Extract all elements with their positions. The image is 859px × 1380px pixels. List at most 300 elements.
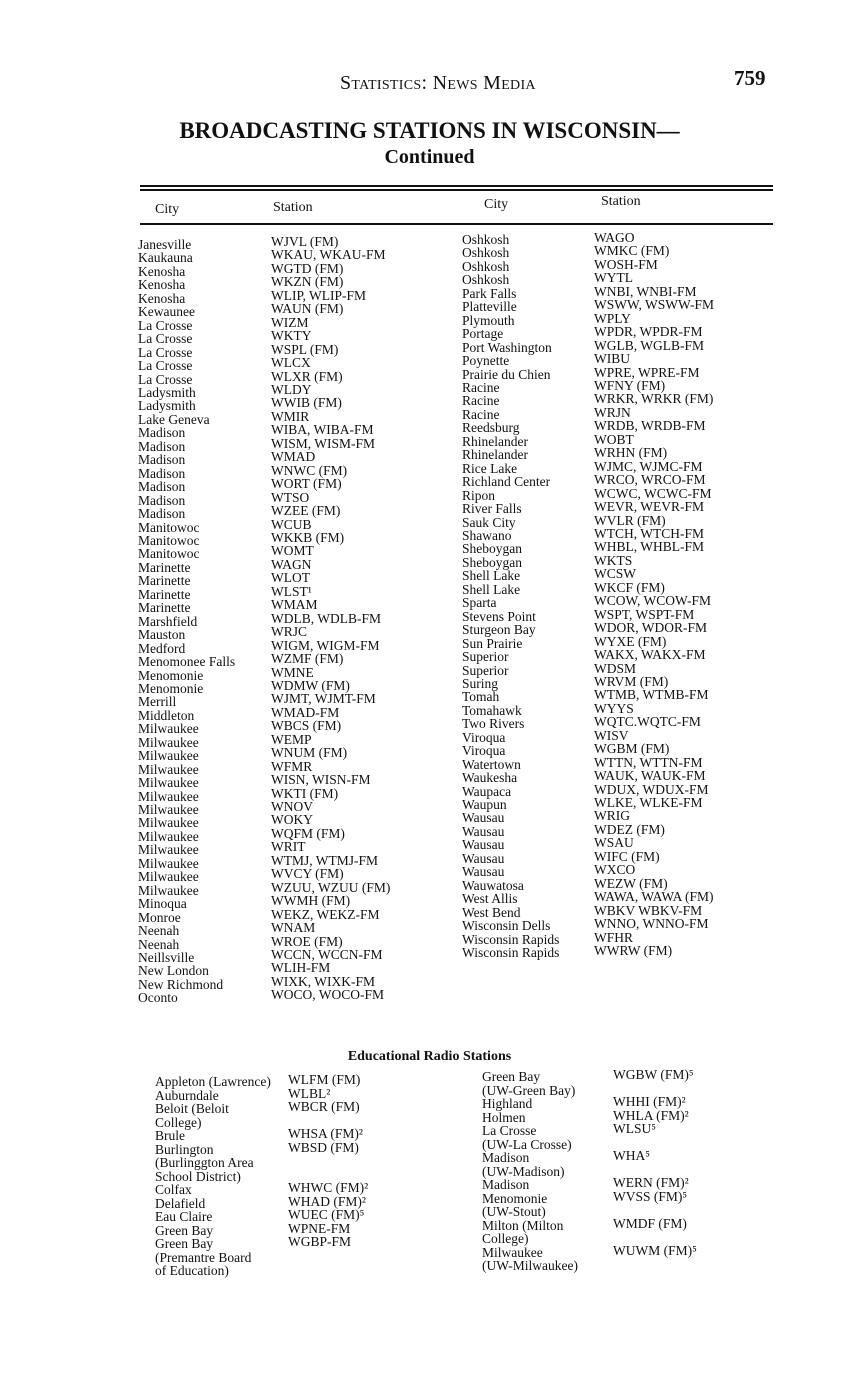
station-cell: WEMP (271, 731, 312, 747)
edu-station-cell (288, 1114, 368, 1128)
station-cell: WTMB, WTMB-FM (594, 687, 709, 703)
station-cell: WCWC, WCWC-FM (594, 485, 712, 501)
city-cell: Milwaukee (138, 882, 199, 898)
station-cell: WZMF (FM) (271, 651, 344, 667)
edu-station-cell: WMDF (FM) (613, 1215, 687, 1231)
edu-left-station-list (288, 1073, 368, 1276)
edu-city-cell: (UW-Stout) (482, 1204, 546, 1219)
station-cell: WISM, WISM-FM (271, 435, 376, 451)
city-cell: Ladysmith (138, 384, 196, 400)
station-cell: WCCN, WCCN-FM (271, 947, 383, 963)
city-cell: La Crosse (138, 344, 193, 360)
station-cell: WROE (FM) (271, 933, 343, 949)
left-station-list (271, 235, 390, 1002)
edu-station-cell (613, 1257, 697, 1271)
edu-city-cell: Holmen (482, 1109, 526, 1125)
city-cell: Milwaukee (138, 815, 199, 831)
edu-station-cell (613, 1203, 697, 1217)
station-cell: WDUX, WDUX-FM (594, 781, 709, 797)
station-cell: WXCO (594, 862, 636, 878)
edu-station-cell: WUEC (FM)⁵ (288, 1207, 365, 1222)
edu-station-cell: WERN (FM)² (613, 1175, 689, 1190)
station-cell: WAUN (FM) (271, 301, 344, 317)
city-cell: Janesville (138, 237, 192, 252)
station-cell: WHBL, WHBL-FM (594, 539, 704, 555)
edu-station-cell: WHLA (FM)² (613, 1107, 689, 1123)
station-cell: WPRE, WPRE-FM (594, 364, 700, 380)
city-cell: Kenosha (138, 290, 186, 306)
edu-station-cell: WGBP-FM (288, 1234, 352, 1249)
station-cell: WEVR, WEVR-FM (594, 499, 704, 515)
city-cell: Milwaukee (138, 828, 199, 844)
station-cell: WRJN (594, 404, 631, 420)
station-cell: WQTC.WQTC-FM (594, 714, 701, 730)
top-rule-1 (140, 185, 773, 187)
edu-city-cell: College) (155, 1114, 202, 1130)
city-cell: Shell Lake (462, 581, 521, 597)
station-cell: WDOR, WDOR-FM (594, 620, 708, 636)
station-cell: WOKY (271, 812, 313, 828)
city-cell: Madison (138, 438, 186, 454)
station-cell: WLXR (FM) (271, 368, 343, 384)
right-city-list (462, 233, 559, 959)
station-cell: WKTY (271, 328, 312, 344)
station-cell: WKTS (594, 552, 633, 568)
city-cell: Menomonee Falls (138, 654, 236, 670)
station-cell: WOSH-FM (594, 256, 658, 272)
station-cell: WVCY (FM) (271, 866, 344, 882)
city-cell: Wisconsin Rapids (462, 945, 560, 961)
running-head-section: News Media (432, 72, 536, 94)
right-station-list (594, 231, 714, 957)
city-cell: Milwaukee (138, 734, 199, 750)
station-cell: WJMT, WJMT-FM (271, 691, 376, 707)
city-cell: Wauwatosa (462, 877, 524, 893)
city-cell: Shell Lake (462, 568, 521, 584)
city-cell: Milwaukee (138, 721, 199, 737)
station-cell: WEKZ, WEKZ-FM (271, 906, 380, 922)
city-cell: Lake Geneva (138, 411, 210, 427)
header-rule (140, 223, 773, 225)
left-city-list (138, 238, 235, 1005)
city-cell: Rice Lake (462, 460, 518, 476)
station-cell: WKCF (FM) (594, 579, 665, 595)
city-cell: Richland Center (462, 474, 551, 490)
city-cell: Kenosha (138, 277, 186, 293)
city-cell: Racine (462, 393, 500, 409)
edu-station-cell: WHA⁵ (613, 1148, 650, 1163)
city-cell: Watertown (462, 756, 521, 772)
station-cell: WAUK, WAUK-FM (594, 768, 706, 784)
city-cell: Prairie du Chien (462, 366, 551, 382)
city-cell: Neenah (138, 923, 180, 939)
station-cell: WMNE (271, 664, 314, 680)
station-cell: WSAU (594, 835, 634, 851)
station-cell: WISN, WISN-FM (271, 772, 371, 788)
station-cell: WRHN (FM) (594, 445, 668, 461)
city-cell: Wisconsin Dells (462, 918, 551, 934)
station-cell: WGBM (FM) (594, 741, 670, 757)
page-title: BROADCASTING STATIONS IN WISCONSIN— (179, 118, 680, 143)
city-cell: Madison (138, 492, 186, 508)
city-cell: Portage (462, 326, 504, 342)
station-cell: WFMR (271, 758, 313, 774)
station-cell: WORT (FM) (271, 476, 342, 492)
edu-station-cell: WHSA (FM)² (288, 1126, 363, 1141)
city-cell: Minoqua (138, 896, 187, 912)
station-cell: WWRW (FM) (594, 943, 673, 959)
city-cell: Two Rivers (462, 716, 525, 732)
city-cell: Marinette (138, 600, 191, 616)
edu-station-cell: WUWM (FM)⁵ (613, 1242, 697, 1258)
city-cell: Marinette (138, 559, 191, 575)
station-cell: WTCH, WTCH-FM (594, 525, 704, 541)
edu-city-cell: Milwaukee (482, 1244, 543, 1260)
station-cell: WAWA, WAWA (FM) (594, 889, 714, 905)
station-cell: WRDB, WRDB-FM (594, 418, 706, 434)
station-cell: WLOT (271, 570, 310, 586)
city-cell: Madison (138, 506, 186, 522)
city-cell: Waupaca (462, 783, 512, 799)
edu-station-cell: WHWC (FM)² (288, 1180, 369, 1195)
edu-city-cell: (Burlinggton Area (155, 1155, 254, 1170)
city-cell: Port Washington (462, 339, 552, 355)
city-cell: Middleton (138, 707, 195, 723)
edu-city-cell: (UW-Green Bay) (482, 1082, 576, 1098)
station-cell: WOBT (594, 431, 634, 447)
city-cell: Menomonie (138, 667, 204, 683)
city-cell: Park Falls (462, 285, 517, 301)
city-cell: Oconto (138, 990, 178, 1006)
station-cell: WLIH-FM (271, 960, 331, 976)
city-cell: Mauston (138, 627, 186, 643)
city-cell: Menomonie (138, 680, 204, 696)
station-cell: WRKR, WRKR (FM) (594, 391, 714, 407)
station-cell: WRJC (271, 624, 308, 640)
edu-station-cell (288, 1168, 368, 1182)
edu-city-cell: of Education) (155, 1263, 229, 1278)
edu-station-cell (288, 1262, 368, 1276)
city-cell: River Falls (462, 501, 522, 517)
city-cell: Wisconsin Rapids (462, 931, 560, 947)
edu-station-cell (288, 1154, 368, 1168)
station-cell: WIXK, WIXK-FM (271, 973, 375, 989)
station-cell: WIZM (271, 314, 309, 330)
city-cell: Madison (138, 479, 186, 495)
top-rule-2 (140, 189, 773, 191)
city-cell: Oshkosh (462, 245, 510, 261)
edu-city-cell: Burlington (155, 1141, 214, 1157)
city-cell: Reedsburg (462, 420, 520, 436)
station-cell: WKKB (FM) (271, 529, 345, 545)
station-cell: WFHR (594, 929, 634, 945)
station-cell: WBKV WBKV-FM (594, 902, 703, 918)
city-cell: Rhinelander (462, 433, 528, 449)
city-cell: Wausau (462, 837, 505, 853)
edu-right-city-list (482, 1070, 578, 1273)
edu-station-cell (613, 1230, 697, 1244)
station-cell: WMAM (271, 597, 318, 613)
station-cell: WGLB, WGLB-FM (594, 337, 704, 353)
station-cell: WNNO, WNNO-FM (594, 916, 709, 932)
edu-city-cell: Brule (155, 1128, 185, 1143)
station-cell: WVLR (FM) (594, 512, 666, 528)
station-cell: WTTN, WTTN-FM (594, 754, 703, 770)
page-number: 759 (734, 66, 766, 90)
city-cell: Madison (138, 452, 186, 468)
station-cell: WNOV (271, 799, 313, 815)
city-cell: Stevens Point (462, 608, 536, 624)
station-cell: WNUM (FM) (271, 745, 348, 761)
station-cell: WSPL (FM) (271, 341, 339, 357)
city-cell: Kewaunee (138, 304, 195, 320)
station-cell: WAGN (271, 556, 312, 572)
station-cell: WDEZ (FM) (594, 821, 665, 837)
city-cell: Wausau (462, 823, 505, 839)
edu-station-cell: WVSS (FM)⁵ (613, 1188, 688, 1204)
edu-city-cell: (UW-La Crosse) (482, 1136, 572, 1152)
city-cell: Milwaukee (138, 748, 199, 764)
edu-city-cell: (UW-Madison) (482, 1163, 565, 1179)
page-subtitle: Continued (384, 146, 475, 168)
station-cell: WTSO (271, 489, 310, 505)
station-cell: WLIP, WLIP-FM (271, 287, 367, 303)
edu-station-cell: WBCR (FM) (288, 1099, 360, 1114)
edu-city-cell: Auburndale (155, 1087, 219, 1103)
city-cell: Marinette (138, 573, 191, 589)
station-cell: WGTD (FM) (271, 260, 344, 276)
station-cell: WPLY (594, 310, 631, 326)
city-cell: Manitowoc (138, 546, 200, 562)
station-cell: WFNY (FM) (594, 377, 666, 393)
city-cell: Waukesha (462, 770, 518, 786)
station-cell: WCOW, WCOW-FM (594, 593, 712, 609)
running-head (340, 72, 536, 95)
city-cell: Viroqua (462, 729, 506, 745)
edu-city-cell: Green Bay (155, 1222, 214, 1238)
city-cell: Waupun (462, 797, 507, 813)
city-cell: Poynette (462, 353, 510, 369)
station-cell: WZEE (FM) (271, 503, 341, 519)
station-cell: WSPT, WSPT-FM (594, 606, 695, 622)
station-cell: WLCX (271, 355, 311, 371)
city-cell: Racine (462, 379, 500, 395)
city-cell: Madison (138, 425, 186, 441)
city-cell: Superior (462, 649, 509, 665)
station-cell: WYXE (FM) (594, 633, 667, 649)
city-cell: Milwaukee (138, 869, 199, 885)
station-cell: WLDY (271, 381, 312, 397)
column-header-station: Station (601, 194, 641, 209)
edu-city-cell: Menomonie (482, 1190, 548, 1206)
city-cell: Sheboygan (462, 541, 522, 557)
edu-city-cell: Appleton (Lawrence) (155, 1074, 271, 1089)
city-cell: Wausau (462, 864, 505, 880)
city-cell: New London (138, 963, 209, 979)
city-cell: Oshkosh (462, 258, 510, 274)
city-cell: Milwaukee (138, 802, 199, 818)
city-cell: Medford (138, 640, 186, 656)
station-cell: WMIR (271, 408, 310, 424)
station-cell: WRCO, WRCO-FM (594, 472, 706, 488)
city-cell: Manitowoc (138, 532, 200, 548)
city-cell: La Crosse (138, 331, 193, 347)
station-cell: WIBU (594, 351, 630, 367)
edu-left-city-list (155, 1075, 271, 1278)
station-cell: WNBI, WNBI-FM (594, 283, 697, 299)
city-cell: Milwaukee (138, 842, 199, 858)
station-cell: WMAD-FM (271, 704, 340, 720)
station-cell: WYTL (594, 270, 633, 286)
edu-city-cell: Milton (Milton (482, 1217, 564, 1233)
city-cell: Neillsville (138, 950, 195, 966)
station-cell: WWMH (FM) (271, 893, 351, 909)
city-cell: West Allis (462, 891, 518, 907)
city-cell: Milwaukee (138, 761, 199, 777)
edu-station-cell: WLFM (FM) (288, 1072, 361, 1087)
station-cell: WDLB, WDLB-FM (271, 610, 381, 626)
edu-city-cell: La Crosse (482, 1123, 537, 1138)
city-cell: Tomahawk (462, 702, 522, 718)
edu-city-cell: Madison (482, 1150, 530, 1165)
station-cell: WISV (594, 727, 629, 743)
station-cell: WLKE, WLKE-FM (594, 795, 703, 811)
edu-city-cell: (UW-Milwaukee) (482, 1258, 578, 1273)
station-cell: WAKX, WAKX-FM (594, 647, 706, 663)
city-cell: Wausau (462, 810, 505, 826)
station-cell: WZUU, WZUU (FM) (271, 879, 391, 895)
city-cell: Marinette (138, 586, 191, 602)
city-cell: Merrill (138, 694, 177, 710)
city-cell: Madison (138, 465, 186, 481)
column-header-city: City (484, 197, 509, 212)
city-cell: Wausau (462, 850, 505, 866)
city-cell: Marshfield (138, 613, 198, 629)
city-cell: Suring (462, 675, 499, 691)
city-cell: Kenosha (138, 263, 186, 279)
edu-city-cell: (Premantre Board (155, 1249, 252, 1265)
edu-city-cell: School District) (155, 1168, 241, 1184)
edu-city-cell: Green Bay (155, 1236, 214, 1251)
city-cell: Tomah (462, 689, 500, 705)
city-cell: Neenah (138, 936, 180, 952)
city-cell: Sparta (462, 595, 497, 611)
city-cell: Sturgeon Bay (462, 622, 536, 638)
city-cell: La Crosse (138, 358, 193, 374)
edu-station-cell: WLSU⁵ (613, 1121, 656, 1136)
station-cell: WSWW, WSWW-FM (594, 297, 714, 313)
station-cell: WKZN (FM) (271, 274, 344, 290)
edu-station-cell: WHHI (FM)² (613, 1094, 686, 1109)
city-cell: Kaukauna (138, 250, 193, 266)
city-cell: La Crosse (138, 317, 193, 333)
edu-city-cell: Delafield (155, 1195, 206, 1211)
station-cell: WBCS (FM) (271, 718, 342, 734)
city-cell: Plymouth (462, 312, 515, 328)
city-cell: Ripon (462, 487, 496, 503)
city-cell: Platteville (462, 299, 517, 315)
station-cell: WJVL (FM) (271, 234, 339, 249)
running-head-prefix: Statistics: (340, 72, 428, 94)
station-cell: WKAU, WKAU-FM (271, 247, 386, 263)
edu-station-cell: WLBL² (288, 1085, 331, 1101)
city-cell: Sun Prairie (462, 635, 523, 651)
city-cell: Sheboygan (462, 554, 522, 570)
edu-city-cell: Eau Claire (155, 1209, 213, 1224)
city-cell: Shawano (462, 527, 512, 543)
city-cell: Oshkosh (462, 272, 510, 288)
city-cell: Milwaukee (138, 855, 199, 871)
station-cell: WAGO (594, 230, 635, 245)
edu-city-cell: Highland (482, 1096, 533, 1111)
station-cell: WRIT (271, 839, 306, 855)
city-cell: Racine (462, 406, 500, 422)
station-cell: WRIG (594, 808, 630, 824)
station-cell: WCSW (594, 566, 636, 582)
station-cell: WYYS (594, 700, 634, 716)
edu-station-cell: WPNE-FM (288, 1220, 351, 1236)
edu-station-cell (613, 1163, 697, 1177)
station-cell: WMAD (271, 449, 316, 465)
station-cell: WIFC (FM) (594, 848, 660, 864)
station-cell: WQFM (FM) (271, 825, 345, 841)
edu-city-cell: Madison (482, 1177, 530, 1192)
city-cell: Milwaukee (138, 775, 199, 791)
city-cell: Superior (462, 662, 509, 678)
station-cell: WOCO, WOCO-FM (271, 987, 385, 1003)
station-cell: WMKC (FM) (594, 243, 670, 259)
station-cell: WCUB (271, 516, 312, 532)
city-cell: New Richmond (138, 976, 224, 992)
city-cell: La Crosse (138, 371, 193, 387)
column-header-station: Station (273, 200, 313, 215)
edu-station-cell: WBSD (FM) (288, 1139, 359, 1155)
edu-city-cell: Beloit (Beloit (155, 1101, 229, 1116)
educational-section-title: Educational Radio Stations (347, 1049, 512, 1064)
edu-city-cell: College) (482, 1231, 529, 1246)
city-cell: Milwaukee (138, 788, 199, 804)
city-cell: Manitowoc (138, 519, 200, 535)
station-cell: WEZW (FM) (594, 875, 668, 891)
station-cell: WOMT (271, 543, 314, 559)
edu-city-cell: Green Bay (482, 1069, 541, 1084)
station-cell: WJMC, WJMC-FM (594, 458, 703, 474)
edu-city-cell: Colfax (155, 1182, 192, 1197)
edu-station-cell: WHAD (FM)² (288, 1193, 366, 1209)
city-cell: Oshkosh (462, 232, 510, 247)
station-cell: WPDR, WPDR-FM (594, 324, 703, 340)
edu-station-cell (613, 1082, 697, 1096)
city-cell: West Bend (462, 904, 521, 920)
column-header-city: City (155, 202, 180, 217)
station-cell: WIBA, WIBA-FM (271, 422, 374, 438)
station-cell: WNWC (FM) (271, 462, 348, 478)
station-cell: WLST¹ (271, 583, 312, 599)
station-cell: WIGM, WIGM-FM (271, 637, 380, 653)
station-cell: WDMW (FM) (271, 677, 350, 693)
edu-station-cell (288, 1249, 368, 1263)
edu-right-station-list (613, 1068, 697, 1271)
station-cell: WDSM (594, 660, 637, 676)
station-cell: WKTI (FM) (271, 785, 339, 801)
station-cell: WNAM (271, 920, 316, 936)
station-cell: WWIB (FM) (271, 395, 342, 411)
station-cell: WRVM (FM) (594, 673, 669, 689)
edu-station-cell: WGBW (FM)⁵ (613, 1067, 694, 1082)
city-cell: Sauk City (462, 514, 516, 530)
city-cell: Monroe (138, 909, 181, 925)
city-cell: Ladysmith (138, 398, 196, 414)
